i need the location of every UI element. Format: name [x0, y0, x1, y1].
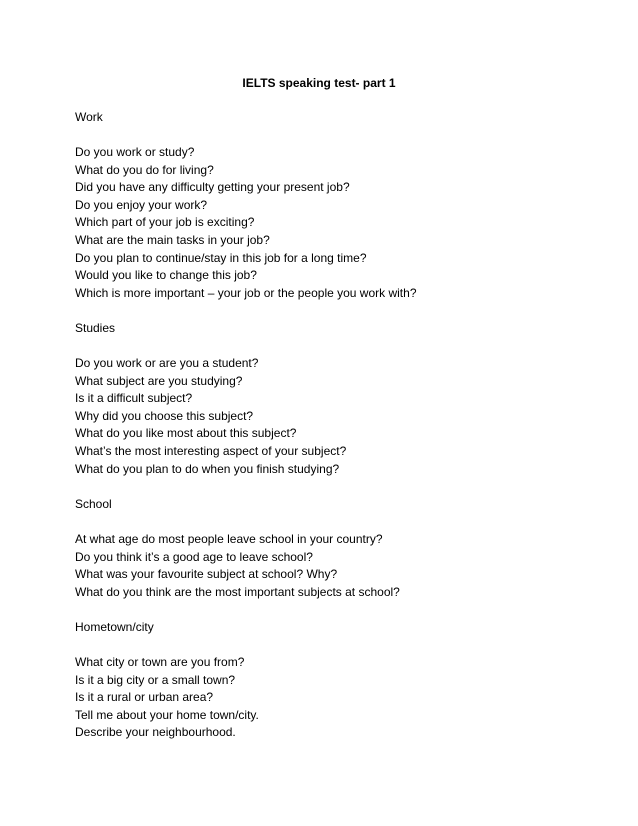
question-item: What city or town are you from? [75, 655, 245, 669]
question-item: What do you plan to do when you finish studying? [75, 461, 340, 476]
question-item: What subject are you studying? [75, 373, 243, 388]
section-heading: School [75, 497, 112, 511]
question-item: Do you enjoy your work? [75, 197, 208, 212]
section-heading: Studies [75, 321, 116, 335]
question-list [75, 144, 595, 302]
question-item: Do you work or are you a student? [75, 356, 259, 370]
question-item: Tell me about your home town/city. [75, 707, 259, 722]
question-item: Is it a big city or a small town? [75, 672, 236, 687]
question-item: Do you work or study? [75, 145, 195, 159]
section-school [75, 496, 595, 601]
question-item: What do you do for living? [75, 162, 214, 177]
question-item: Which part of your job is exciting? [75, 215, 255, 230]
question-item: Would you like to change this job? [75, 268, 257, 283]
question-item: Do you think it’s a good age to leave school? [75, 549, 313, 564]
section-work [75, 109, 595, 302]
document-title: IELTS speaking test- part 1 [242, 76, 396, 90]
question-list [75, 654, 595, 742]
section-hometown [75, 619, 595, 742]
question-list [75, 355, 595, 478]
question-item: What do you think are the most important subjects at school? [75, 584, 400, 599]
section-studies [75, 320, 595, 478]
question-item: Is it a difficult subject? [75, 391, 193, 406]
question-item: What’s the most interesting aspect of your subject? [75, 443, 347, 458]
question-item: Is it a rural or urban area? [75, 690, 214, 705]
question-item: At what age do most people leave school in your country? [75, 532, 383, 546]
question-item: Describe your neighbourhood. [75, 725, 236, 740]
question-item: What do you like most about this subject? [75, 426, 297, 441]
question-item: Did you have any difficulty getting your present job? [75, 180, 350, 195]
question-item: What was your favourite subject at school? Why? [75, 567, 338, 582]
question-item: Why did you choose this subject? [75, 408, 254, 423]
question-item: What are the main tasks in your job? [75, 232, 270, 247]
question-item: Do you plan to continue/stay in this job for a long time? [75, 250, 367, 265]
section-heading: Work [75, 110, 103, 124]
question-list [75, 531, 595, 601]
section-heading: Hometown/city [75, 620, 154, 634]
question-item: Which is more important – your job or the people you work with? [75, 285, 417, 300]
